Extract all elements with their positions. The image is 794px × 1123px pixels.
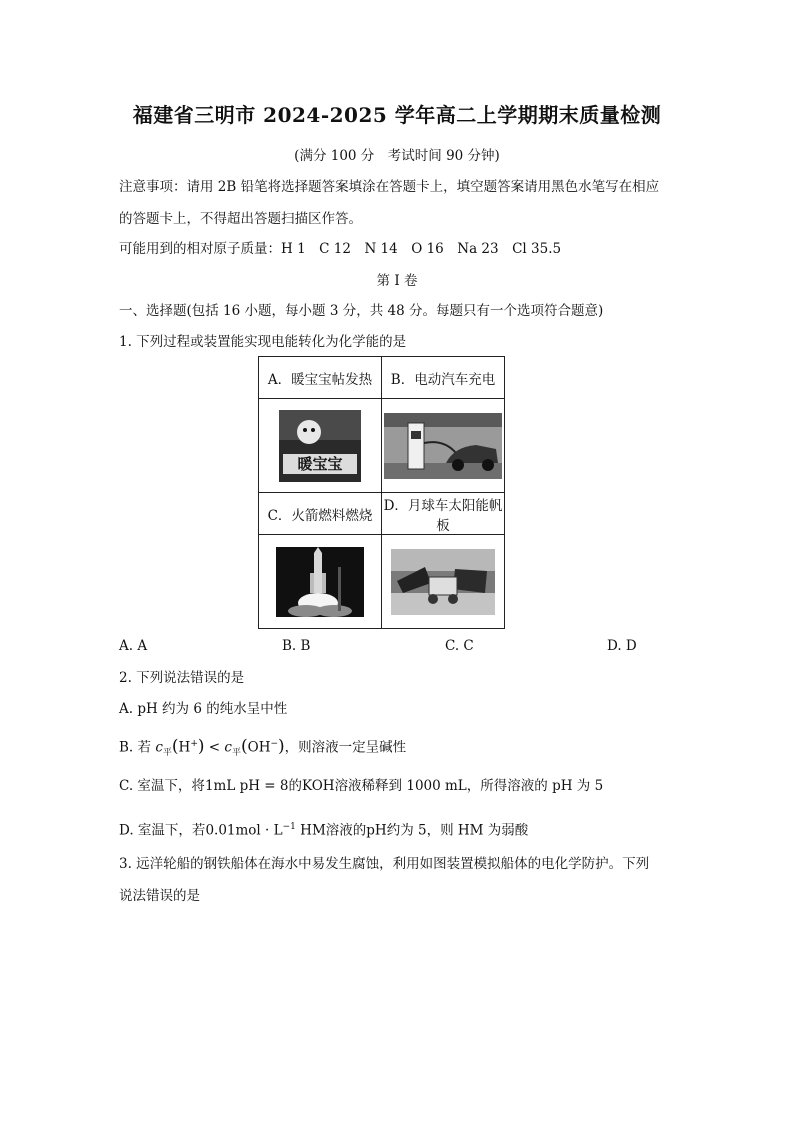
q3-line-1: 3. 远洋轮船的钢铁船体在海水中易发生腐蚀，利用如图装置模拟船体的电化学防护。下列 [119, 856, 650, 872]
q2-c-mid2: 溶液稀释到 [334, 778, 403, 794]
atomic-masses: 可能用到的相对原子质量：H 1 C 12 N 14 O 16 Na 23 Cl 35.5 [119, 241, 562, 257]
q2-b-c2: c [224, 739, 232, 756]
q3-line-2: 说法错误的是 [119, 888, 200, 904]
q1-answer-b: B. B [282, 638, 311, 654]
q2-option-d [119, 818, 528, 840]
q2-b-minus: − [270, 739, 279, 749]
ev-charging-photo [384, 413, 502, 479]
q2-b-sub2: 平 [231, 748, 241, 759]
q1-cell-d-image [382, 535, 505, 629]
q1-cell-b-image [382, 399, 505, 493]
q2-d-mid: 溶液的 [325, 822, 367, 839]
q1-cell-d-label: D．月球车太阳能帆板 [382, 493, 505, 535]
q2-c-koh: KOH [301, 778, 335, 794]
q2-d-exp: −1 [282, 822, 296, 832]
q1-cell-b-label: B．电动汽车充电 [382, 357, 505, 399]
q2-b-c1: c [155, 739, 163, 756]
q2-d-math: 0.01mol · L [205, 822, 283, 839]
q1-cell-c-label: C．火箭燃料燃烧 [259, 493, 382, 535]
q2-c-math2: 1000 mL [406, 778, 467, 794]
q1-answer-c: C. C [445, 638, 474, 654]
section-heading: 一、选择题(包括 16 小题，每小题 3 分，共 48 分。每题只有一个选项符合题意) [119, 303, 604, 319]
handwarmer-brand-text: 暖宝宝 [297, 454, 343, 473]
q1-answer-a: A. A [119, 638, 148, 654]
q2-d-prefix: D. 室温下，若 [119, 822, 206, 839]
exam-subtitle: (满分 100 分 考试时间 90 分钟) [294, 148, 500, 164]
lunar-rover-photo [391, 549, 495, 615]
q1-cell-a-image [259, 399, 382, 493]
q2-c-math1: 1mL pH = 8 [204, 778, 289, 794]
q2-b-plus: + [190, 739, 198, 749]
q2-c-mid: 的 [288, 778, 302, 794]
q2-d-suffix: 约为 5，则 HM 为弱酸 [386, 822, 529, 839]
q1-option-table [258, 356, 505, 629]
q2-b-sub1: 平 [162, 748, 172, 759]
q2-d-ph: pH [366, 822, 387, 839]
q2-b-prefix: B. 若 [119, 739, 152, 756]
q2-c-suffix: ，所得溶液的 pH 为 5 [466, 778, 604, 794]
q2-option-c [119, 777, 603, 795]
notice-line-1: 注意事项：请用 2B 铅笔将选择题答案填涂在答题卡上，填空题答案请用黑色水笔写在相应 [119, 179, 660, 195]
q1-stem: 1. 下列过程或装置能实现电能转化为化学能的是 [119, 334, 407, 350]
q2-option-b: B. 若 $c_平(H^+) < c_平(OH^-)$，则溶液一定呈碱性 [119, 736, 407, 759]
rocket-launch-photo [276, 547, 364, 617]
volume-heading: 第 I 卷 [376, 273, 418, 289]
q2-c-prefix: C. 室温下，将 [119, 778, 205, 794]
q2-b-suffix: ，则溶液一定呈碱性 [284, 739, 407, 756]
q2-option-a: A. pH 约为 6 的纯水呈中性 [119, 701, 288, 717]
q2-d-hm: HM [300, 822, 326, 839]
q1-cell-a-label: A．暖宝宝帖发热 [259, 357, 382, 399]
q2-b-h: H [178, 739, 191, 756]
q2-stem: 2. 下列说法错误的是 [119, 670, 245, 686]
handwarmer-photo [279, 410, 361, 482]
q2-b-lt: < [208, 739, 221, 756]
q1-cell-c-image [259, 535, 382, 629]
q2-b-oh: OH [247, 739, 271, 756]
q1-answer-d: D. D [607, 638, 637, 654]
exam-title: 福建省三明市 2024-2025 学年高二上学期期末质量检测 [132, 103, 662, 127]
notice-line-2: 的答题卡上，不得超出答题扫描区作答。 [119, 211, 362, 227]
